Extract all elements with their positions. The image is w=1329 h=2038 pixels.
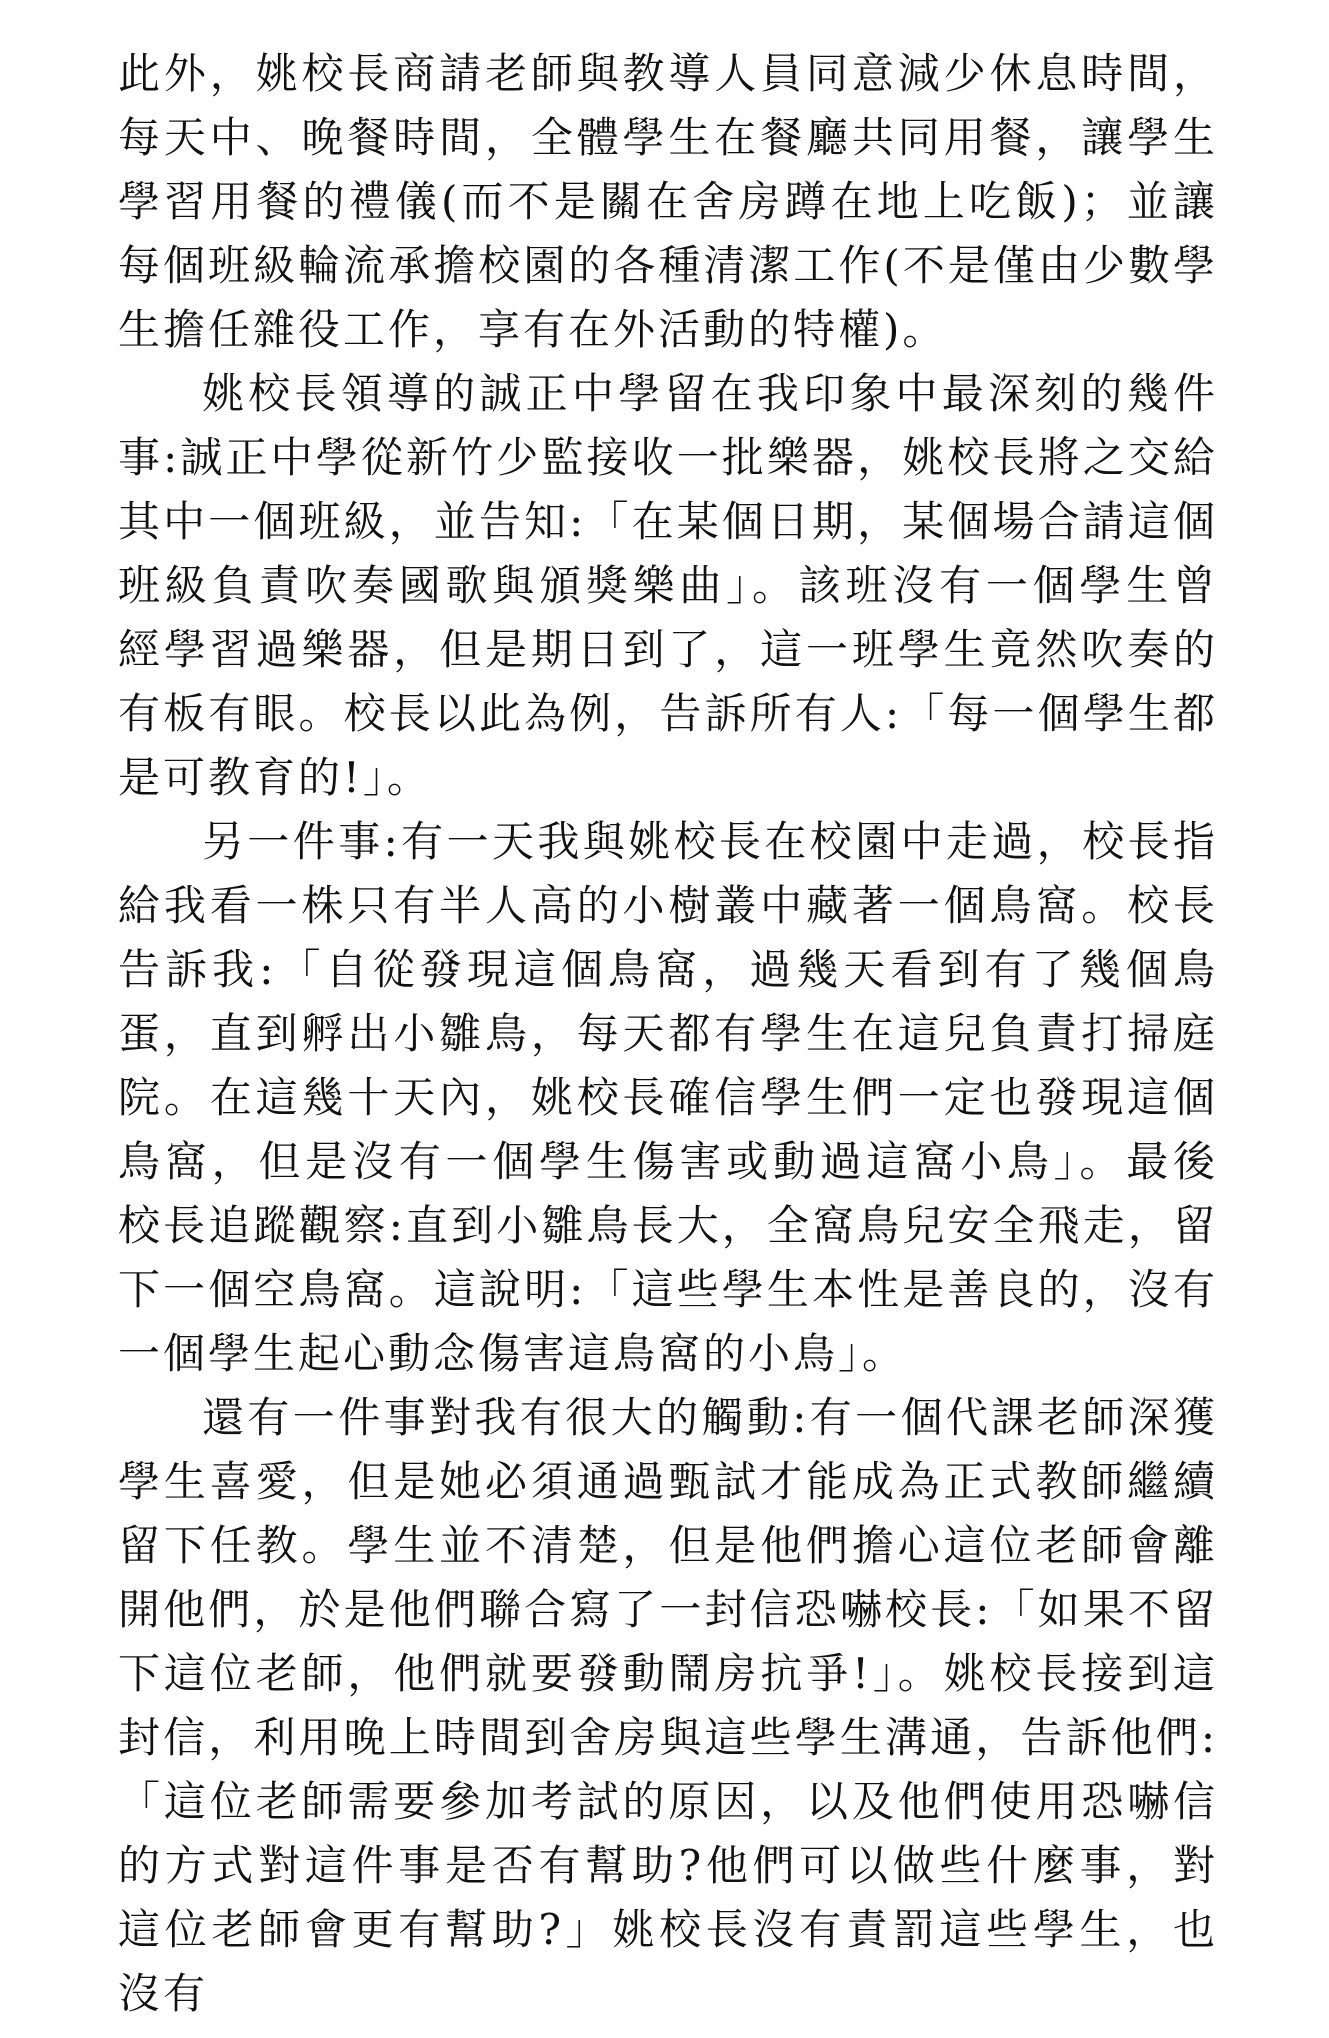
- paragraph-bird-nest: 另一件事:有一天我與姚校長在校園中走過，校長指給我看一株只有半人高的小樹叢中藏著一個鳥窩。校長告訴我:「自從發現這個鳥窩，過幾天看到有了幾個鳥蛋，直到孵出小雛鳥，每天都有學生在這兒負責打掃庭院。在這幾十天內，姚校長確信學生們一定也發現這個鳥窩，但是沒有一個學生傷害或動過這窩小鳥」。最後校長追蹤觀察:直到小雛鳥長大，全窩鳥兒安全飛走，留下一個空鳥窩。這說明:「這些學生本性是善良的，沒有一個學生起心動念傷害這鳥窩的小鳥」。: [118, 817, 1218, 1378]
- document-page: [118, 42, 1218, 2026]
- paragraph-substitute-teacher: 還有一件事對我有很大的觸動:有一個代課老師深獲學生喜愛，但是她必須通過甄試才能成為正式教師繼續留下任教。學生並不清楚，但是他們擔心這位老師會離開他們，於是他們聯合寫了一封信恐嚇校長:「如果不留下這位老師，他們就要發動鬧房抗爭!」。姚校長接到這封信，利用晚上時間到舍房與這些學生溝通，告訴他們:「這位老師需要參加考試的原因，以及他們使用恐嚇信的方式對這件事是否有幫助?他們可以做些什麼事，對這位老師會更有幫助?」姚校長沒有責罰這些學生，也沒有: [118, 1393, 1218, 2018]
- paragraph-musical-instruments: 姚校長領導的誠正中學留在我印象中最深刻的幾件事:誠正中學從新竹少監接收一批樂器，姚校長將之交給其中一個班級，並告知:「在某個日期，某個場合請這個班級負責吹奏國歌與頒獎樂曲」。該班沒有一個學生曾經學習過樂器，但是期日到了，這一班學生竟然吹奏的有板有眼。校長以此為例，告訴所有人:「每一個學生都是可教育的!」。: [118, 369, 1218, 802]
- paragraph-school-reforms: 此外，姚校長商請老師與教導人員同意減少休息時間，每天中、晚餐時間，全體學生在餐廳共同用餐，讓學生學習用餐的禮儀(而不是關在舍房蹲在地上吃飯)；並讓每個班級輪流承擔校園的各種清潔工作(不是僅由少數學生擔任雜役工作，享有在外活動的特權)。: [118, 49, 1218, 354]
